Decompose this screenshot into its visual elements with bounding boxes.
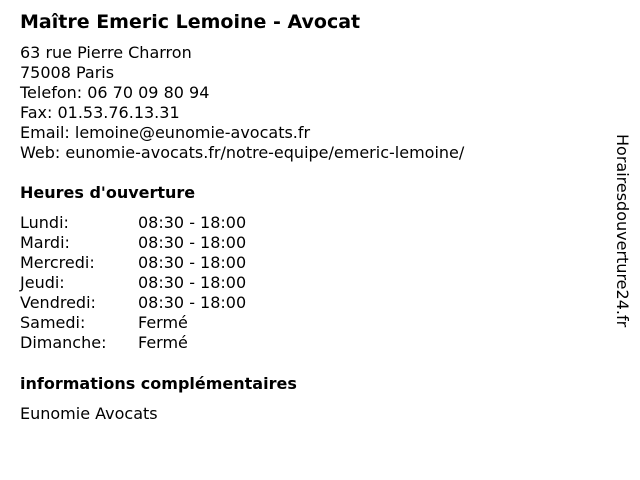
time-value: Fermé [138, 313, 188, 332]
hours-row-thursday [20, 273, 320, 293]
opening-hours-heading: Heures d'ouverture [20, 183, 196, 202]
time-value: 08:30 - 18:00 [138, 233, 247, 252]
fax-line: Fax: 01.53.76.13.31 [20, 103, 180, 122]
email-line: Email: lemoine@eunomie-avocats.fr [20, 123, 311, 142]
day-label: Dimanche: [20, 333, 107, 352]
hours-row-monday [20, 213, 320, 233]
time-value: 08:30 - 18:00 [138, 213, 247, 232]
day-label: Samedi: [20, 313, 86, 332]
day-label: Lundi: [20, 213, 69, 232]
day-label: Vendredi: [20, 293, 96, 312]
day-label: Mercredi: [20, 253, 95, 272]
contact-block [20, 43, 464, 163]
hours-row-sunday [20, 333, 320, 353]
additional-info-heading: informations complémentaires [20, 374, 297, 393]
side-watermark: Horairesdouverture24.fr [613, 134, 632, 328]
time-value: 08:30 - 18:00 [138, 293, 247, 312]
hours-row-wednesday [20, 253, 320, 273]
additional-info-text: Eunomie Avocats [20, 404, 158, 423]
hours-row-tuesday [20, 233, 320, 253]
address-street: 63 rue Pierre Charron [20, 43, 192, 62]
hours-row-friday [20, 293, 320, 313]
time-value: Fermé [138, 333, 188, 352]
opening-hours-table [20, 213, 320, 353]
web-line: Web: eunomie-avocats.fr/notre-equipe/emeric-lemoine/ [20, 143, 465, 162]
address-city: 75008 Paris [20, 63, 115, 82]
page-title: Maître Emeric Lemoine - Avocat [20, 11, 361, 33]
day-label: Jeudi: [20, 273, 65, 292]
day-label: Mardi: [20, 233, 70, 252]
time-value: 08:30 - 18:00 [138, 253, 247, 272]
phone-line: Telefon: 06 70 09 80 94 [20, 83, 210, 102]
hours-row-saturday [20, 313, 320, 333]
time-value: 08:30 - 18:00 [138, 273, 247, 292]
